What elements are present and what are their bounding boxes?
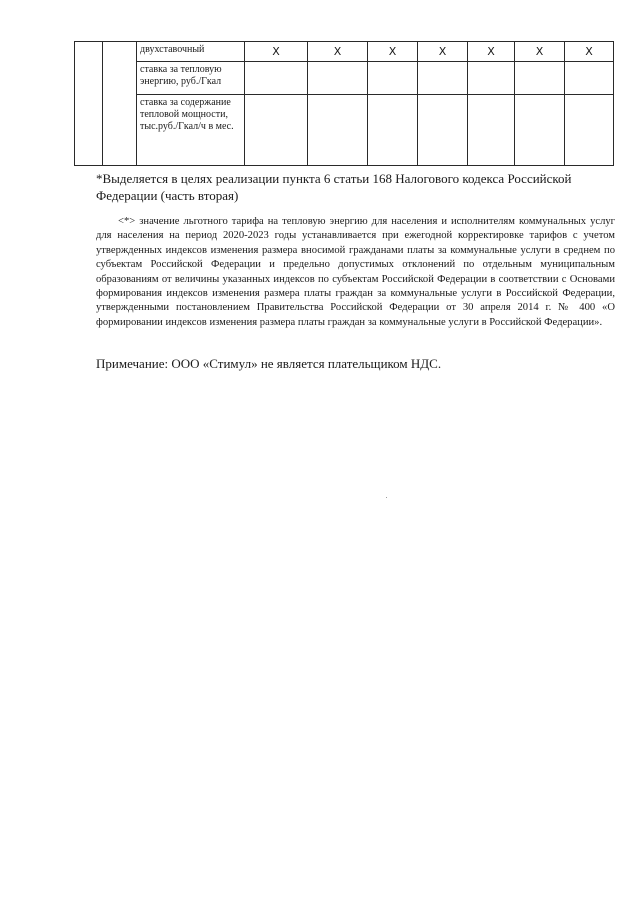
table-cell (368, 62, 418, 95)
table-cell (418, 62, 468, 95)
table-cell: Х (468, 42, 515, 62)
row-label: двухставочный (137, 42, 245, 62)
table-cell (565, 95, 614, 166)
row-label: ставка за тепловую энергию, руб./Гкал (137, 62, 245, 95)
table-row (75, 95, 614, 166)
table-cell: Х (515, 42, 565, 62)
table-cell (515, 95, 565, 166)
table-cell (245, 95, 308, 166)
table-cell (368, 95, 418, 166)
table-cell: Х (565, 42, 614, 62)
table-cell: Х (245, 42, 308, 62)
table-row (75, 42, 614, 62)
table-cell (308, 62, 368, 95)
table-cell (418, 95, 468, 166)
table-cell (515, 62, 565, 95)
table-cell: Х (308, 42, 368, 62)
tariff-footnote (96, 215, 615, 330)
vat-remark: Примечание: ООО «Стимул» не является плательщиком НДС. (96, 356, 442, 371)
table-cell (468, 95, 515, 166)
vat-footnote: *Выделяется в целях реализации пункта 6 статьи 168 Налогового кодекса Российской Федерации (часть вторая) (96, 171, 572, 203)
table-cell: Х (418, 42, 468, 62)
tariff-footnote-text: значение льготного тарифа на тепловую энергию для населения и исполнителям коммунальных услуг для населения на период 2020-2023 годы устанавливается при ежегодной корректировке тарифов с учетом утвержденных индексов изменения размера вносимой гражданами платы за коммунальные услуги в среднем по субъектам Российской Федерации и предельно допустимых отклонений по отдельным муниципальным образованиям от величины указанных индексов по субъектам Российской Федерации в соответствии с Основами формирования индексов изменения размера платы граждан за коммунальные услуги в Российской Федерации, утвержденными постановлением Правительства Российской Федерации от 30 апреля 2014 г. № 400 «О формировании индексов изменения размера платы граждан за коммунальные услуги в Российской Федерации». (96, 216, 615, 328)
table-cell: Х (368, 42, 418, 62)
row-label: ставка за содержание тепловой мощности, тыс.руб./Гкал/ч в мес. (137, 95, 245, 166)
table-cell (245, 62, 308, 95)
blank-cell (103, 42, 137, 166)
tariff-table (74, 41, 614, 166)
footnote-marker: <*> (118, 216, 136, 227)
table-cell (308, 95, 368, 166)
table-row (75, 62, 614, 95)
blank-cell (75, 42, 103, 166)
table-cell (565, 62, 614, 95)
table-cell (468, 62, 515, 95)
scan-speck (386, 497, 387, 498)
